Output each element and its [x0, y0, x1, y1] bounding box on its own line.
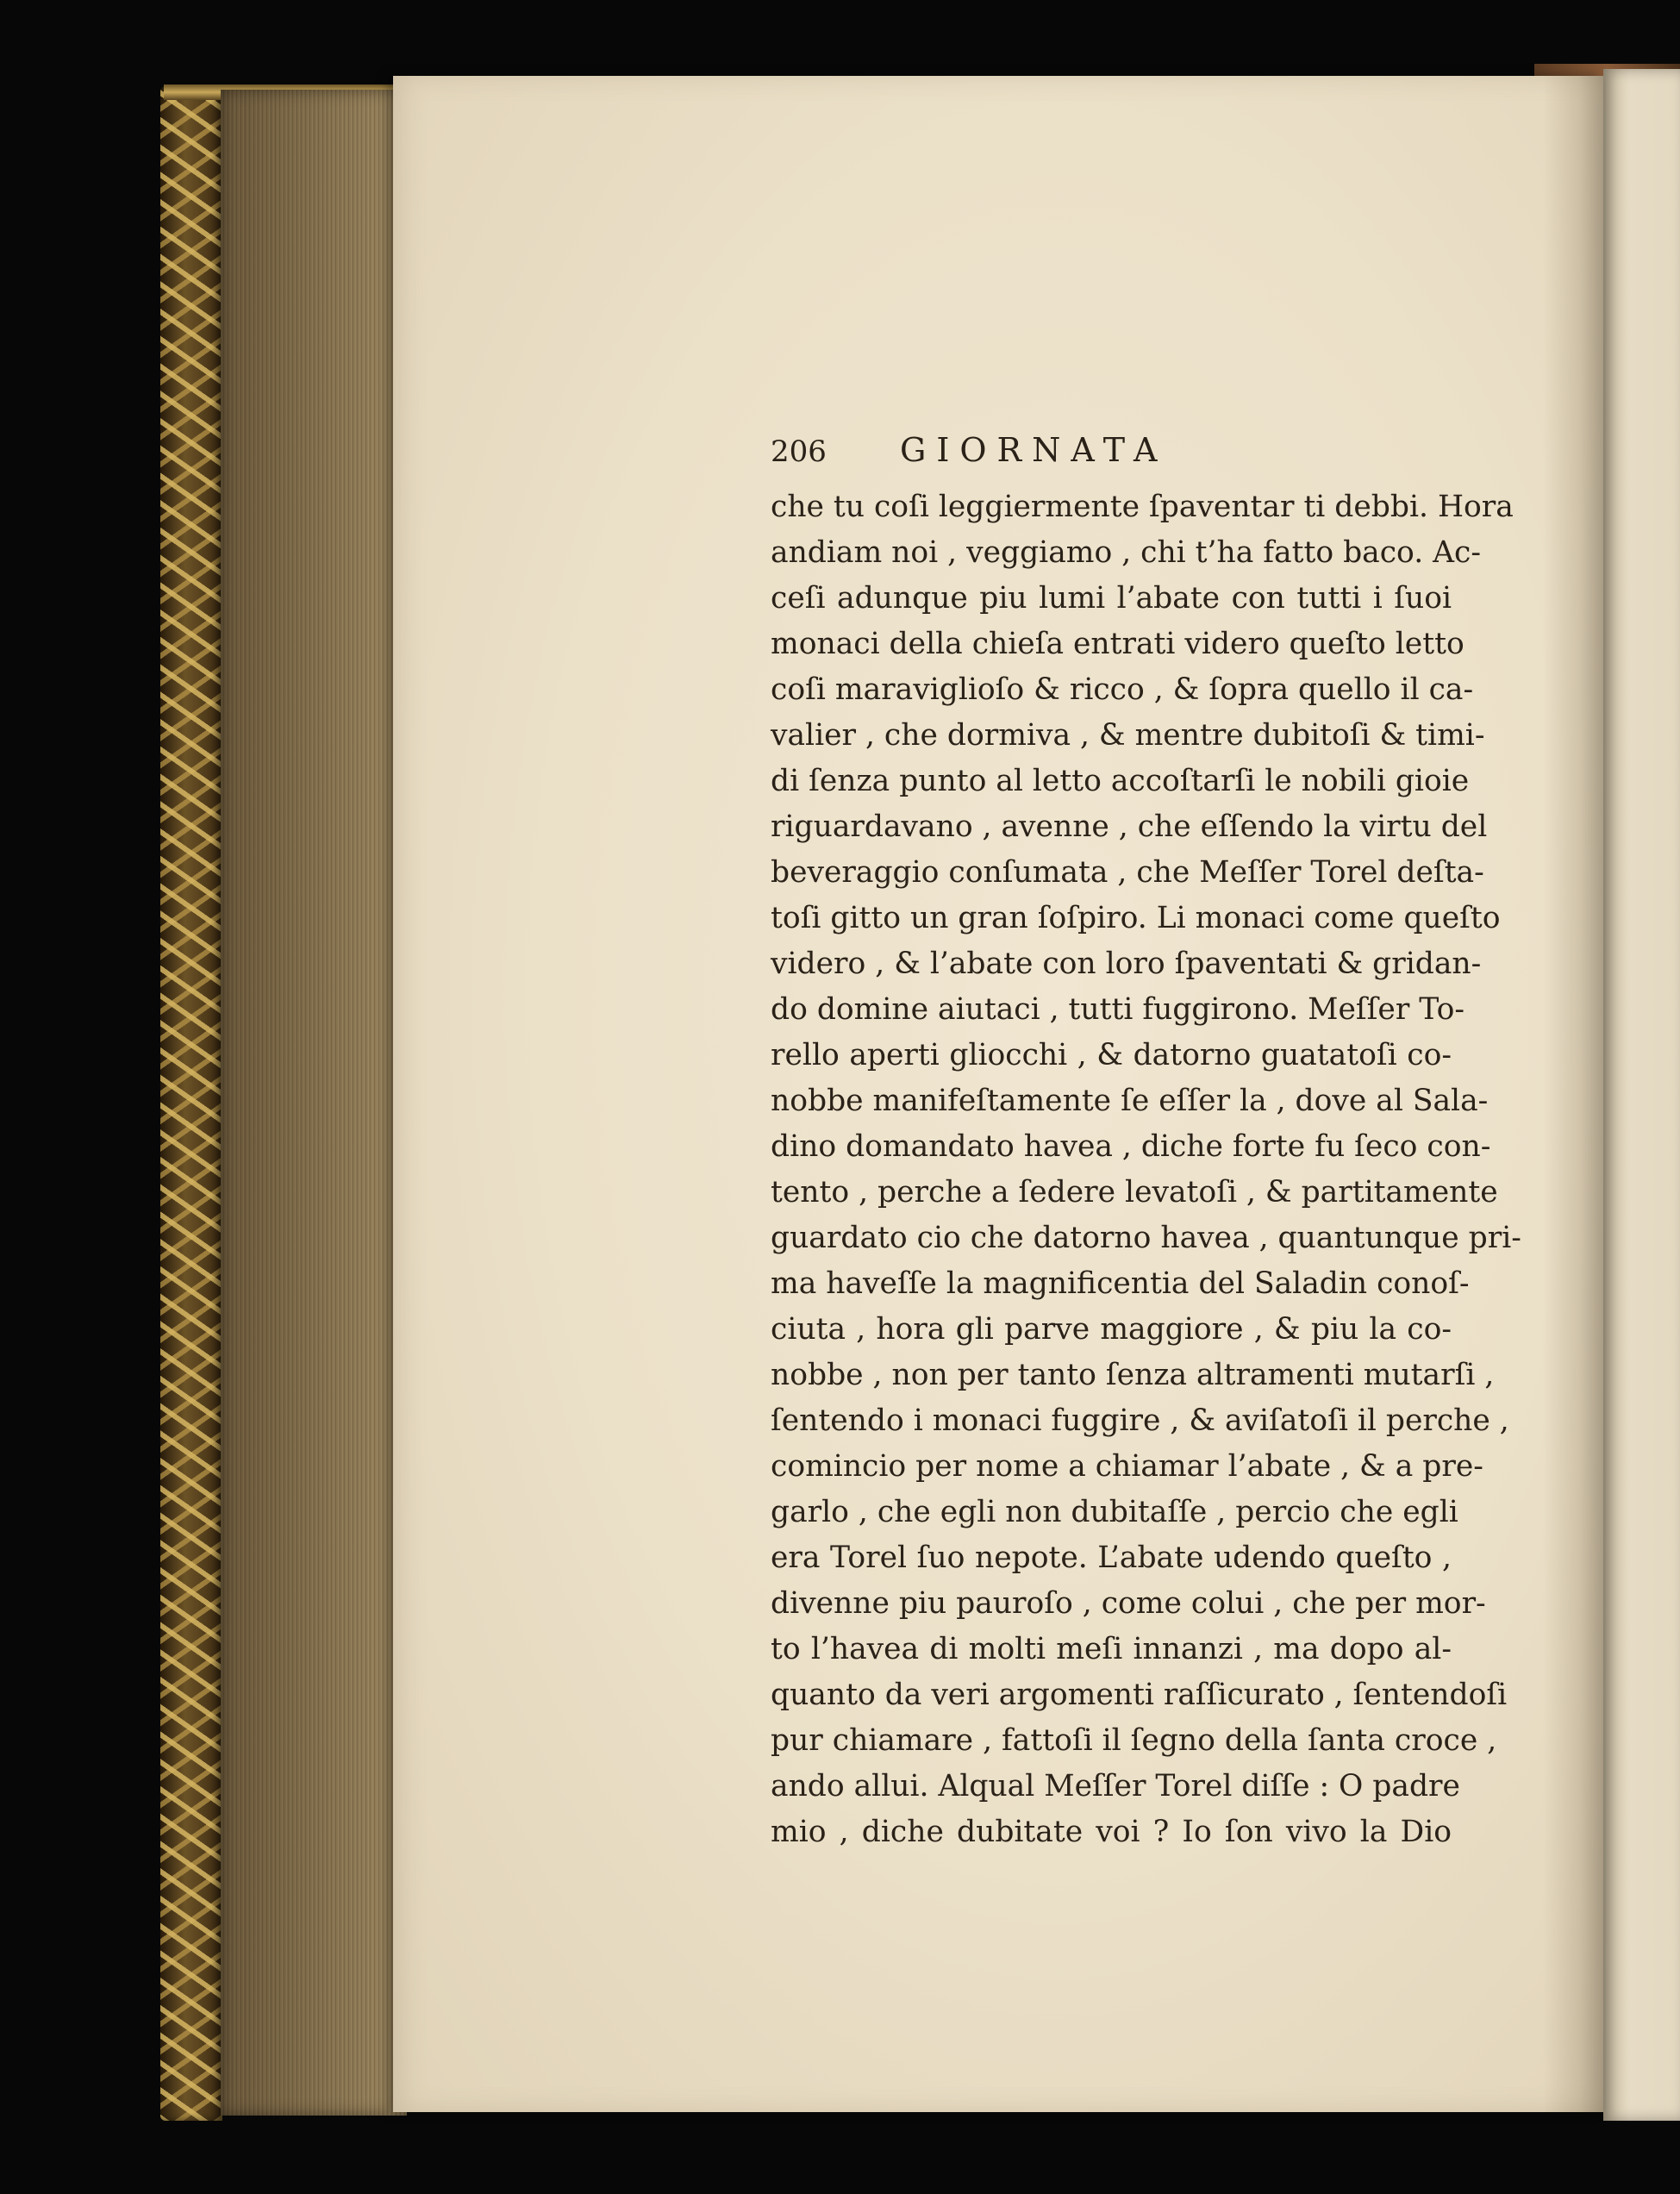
text-line: ceſi adunque piu lumi l’abate con tutti i ſuoi: [771, 581, 1452, 616]
text-line: rello aperti gliocchi , & datorno guatatoſi co-: [771, 1038, 1452, 1072]
text-line: nobbe , non per tanto ſenza altramenti mutarſi ,: [771, 1358, 1495, 1392]
page-number: 206: [771, 434, 827, 469]
text-line: coſi maraviglioſo & ricco , & ſopra quello il ca-: [771, 672, 1474, 707]
gilt-spine-edge: [160, 86, 222, 2121]
running-title: GIORNATA: [900, 431, 1168, 469]
text-line: ciuta , hora gli parve maggiore , & piu la co-: [771, 1312, 1452, 1347]
text-line: guardato cio che datorno havea , quantunque pri-: [771, 1221, 1521, 1255]
text-line: valier , che dormiva , & mentre dubitoſi & timi-: [771, 718, 1485, 753]
body-text: [771, 484, 1521, 1855]
text-line: ando allui. Alqual Meſſer Torel diſſe : O padre: [771, 1769, 1460, 1803]
text-line: riguardavano , avenne , che eſſendo la virtu del: [771, 809, 1488, 844]
text-line: di ſenza punto al letto accoſtarſi le nobili gioie: [771, 764, 1470, 798]
text-line: toſi gitto un gran ſoſpiro. Li monaci come queſto: [771, 901, 1501, 935]
text-line: nobbe manifeſtamente ſe eſſer la , dove al Sala-: [771, 1084, 1489, 1118]
text-line: era Torel ſuo nepote. L’abate udendo queſto ,: [771, 1541, 1452, 1575]
gutter-shadow: [1543, 76, 1603, 2112]
text-line: divenne piu pauroſo , come colui , che per mor-: [771, 1586, 1486, 1621]
text-line: beveraggio conſumata , che Meſſer Torel deſta-: [771, 855, 1484, 890]
text-line: andiam noi , veggiamo , chi t’ha fatto baco. Ac-: [771, 535, 1482, 570]
stacked-page-edges: [221, 90, 407, 2116]
text-line: to l’havea di molti meſi innanzi , ma dopo al-: [771, 1632, 1452, 1666]
text-line: monaci della chieſa entrati videro queſto letto: [771, 627, 1465, 661]
text-block: [771, 431, 1521, 1855]
text-line: mio , diche dubitate voi ? Io ſon vivo la Dio: [771, 1815, 1452, 1849]
text-line: ma haveſſe la magnificentia del Saladin conoſ-: [771, 1266, 1470, 1301]
text-line: comincio per nome a chiamar l’abate , & a pre-: [771, 1449, 1483, 1484]
facing-page: [1603, 69, 1680, 2121]
running-head: [771, 431, 1452, 483]
text-line: quanto da veri argomenti raſſicurato , ſentendoſi: [771, 1678, 1508, 1712]
text-line: pur chiamare , fattoſi il ſegno della ſanta croce ,: [771, 1723, 1497, 1758]
text-line: garlo , che egli non dubitaſſe , percio che egli: [771, 1495, 1458, 1529]
text-line: do domine aiutaci , tutti fuggirono. Meſſer To-: [771, 992, 1465, 1027]
text-line: dino domandato havea , diche forte fu ſeco con-: [771, 1129, 1491, 1164]
text-line: che tu coſi leggiermente ſpaventar ti debbi. Hora: [771, 490, 1514, 524]
text-line: tento , perche a ſedere levatoſi , & partitamente: [771, 1175, 1498, 1210]
text-line: ſentendo i monaci fuggire , & aviſatoſi il perche ,: [771, 1403, 1509, 1438]
text-line: videro , & l’abate con loro ſpaventati & gridan-: [771, 947, 1482, 981]
